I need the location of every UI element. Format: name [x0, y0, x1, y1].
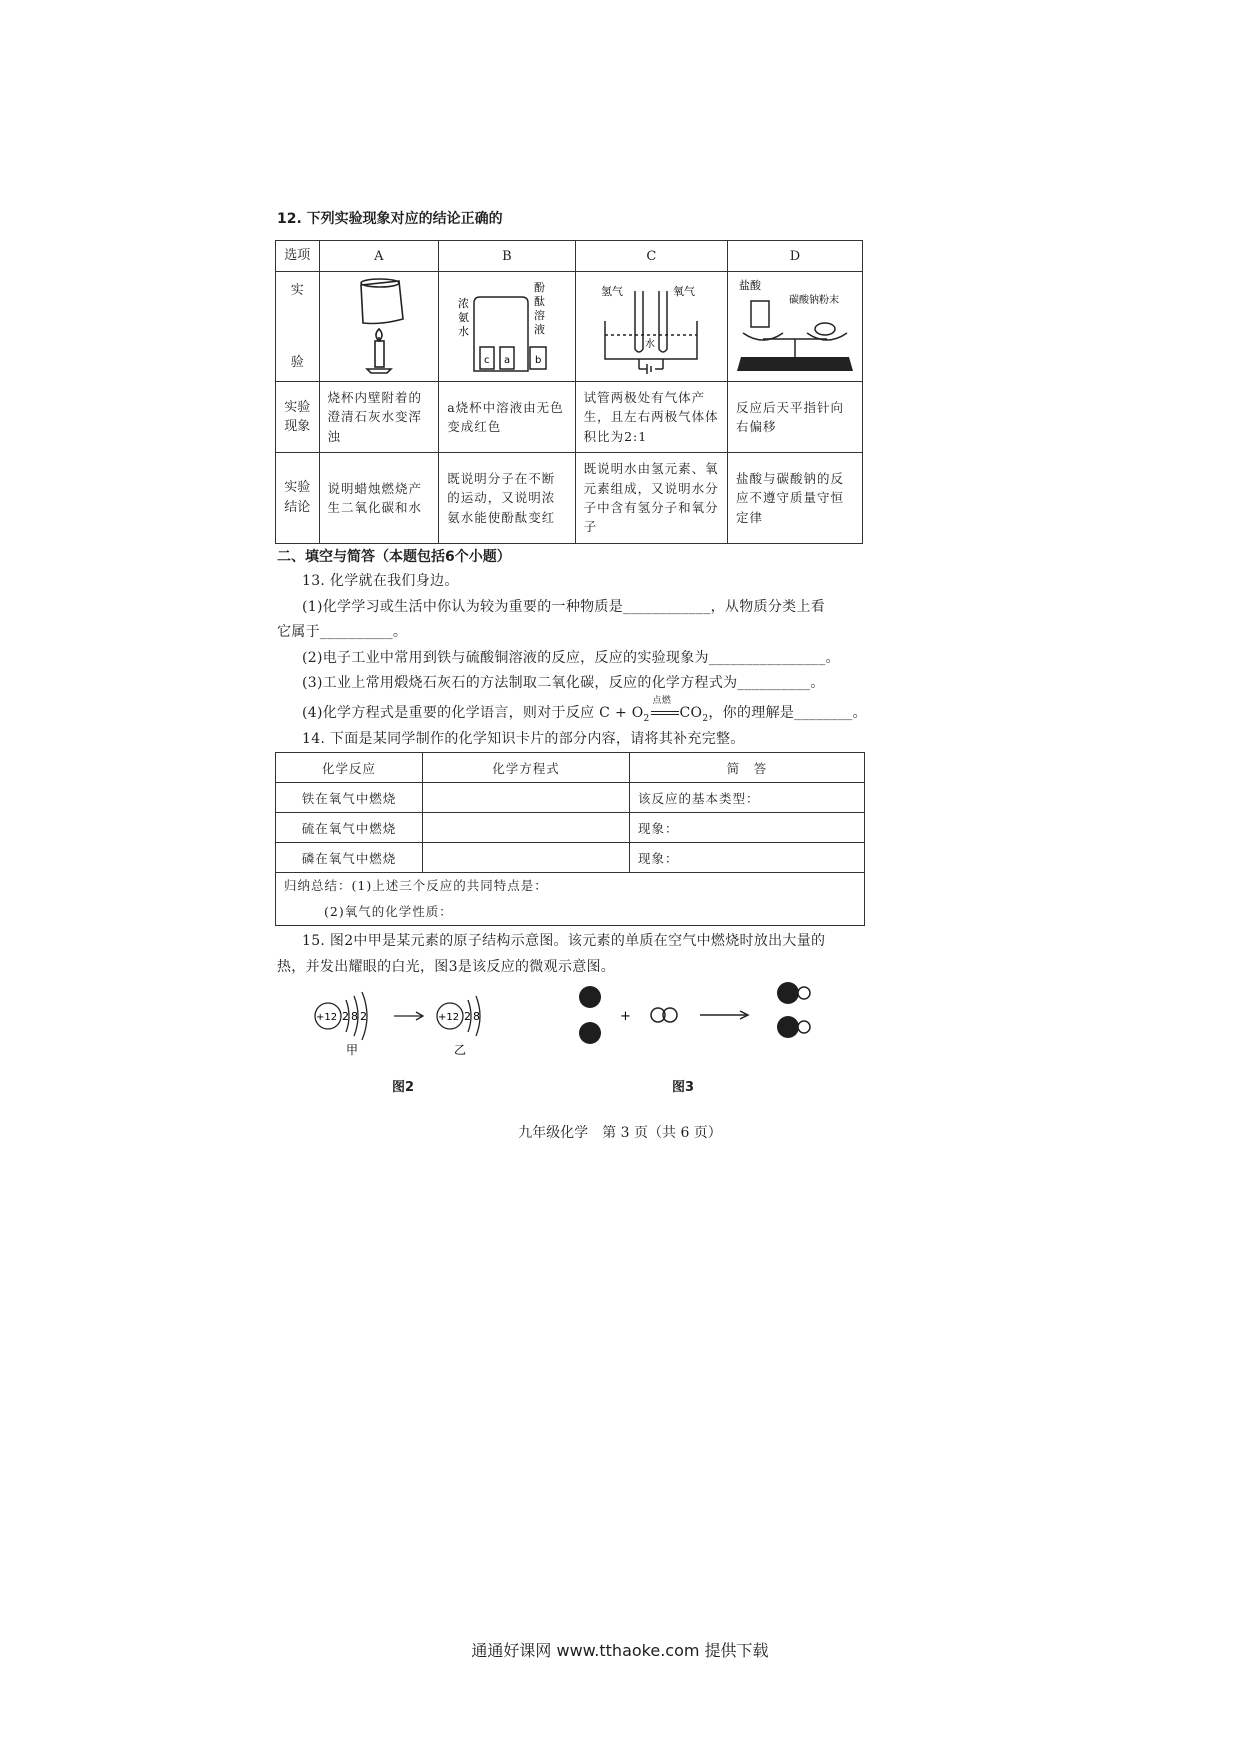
experiment-row-header — [276, 272, 320, 382]
hydrogen-label: 氢气 — [600, 285, 623, 298]
page-number: 九年级化学 第 3 页（共 6 页） — [518, 1125, 722, 1141]
question-13-part-3: (3)工业上常用煅烧石灰石的方法制取二氧化碳，反应的化学方程式为__________。 — [302, 675, 825, 691]
question-15-line-2: 热，并发出耀眼的白光，图3是该反应的微观示意图。 — [277, 959, 616, 975]
q14-answer-iron: 该反应的基本类型： — [630, 783, 865, 813]
question-13-title: 13. 化学就在我们身边。 — [302, 573, 459, 589]
magnesium-atom-1 — [579, 986, 601, 1008]
atom-a-shells: 282 — [342, 1010, 369, 1023]
question-13-part-4: (4)化学方程式是重要的化学语言，则对于反应 $C + O_2$ 点燃 $CO_2$，你的理解是________。 — [302, 702, 867, 724]
mgo-oxygen-2 — [798, 1021, 810, 1033]
conclusion-row-header: 实验结论 — [276, 453, 320, 544]
question-14-title: 14. 下面是某同学制作的化学知识卡片的部分内容，请将其补充完整。 — [302, 731, 745, 747]
figure-2-label: 图2 — [392, 1080, 415, 1095]
mgo-oxygen-1 — [798, 987, 810, 999]
question-13-part-1: (1)化学学习或生活中你认为较为重要的一种物质是____________，从物质分类上看 — [302, 599, 826, 615]
footer-watermark: 通通好课网 www.tthaoke.com 提供下载 — [471, 1641, 769, 1660]
col-a-header: A — [319, 241, 439, 272]
beaker-a-label: a — [504, 355, 511, 366]
option-header: 选项 — [276, 241, 320, 272]
experiment-a-figure — [319, 272, 439, 382]
phenol-label-1: 酚 — [534, 281, 546, 294]
q14-answer-sulfur: 现象： — [630, 813, 865, 843]
q14-equation-sulfur — [423, 813, 630, 843]
atom-a-label: 甲 — [346, 1043, 359, 1057]
phenomenon-b: a烧杯中溶液由无色变成红色 — [439, 382, 575, 453]
atom-b-label: 乙 — [454, 1043, 467, 1057]
q14-header-answer: 简 答 — [630, 753, 865, 783]
q14-equation-iron — [423, 783, 630, 813]
experiment-c-figure — [575, 272, 727, 382]
candle-beaker-diagram — [321, 273, 437, 377]
phenomenon-row-header: 实验现象 — [276, 382, 320, 453]
reaction-condition: 点燃 — [652, 696, 672, 706]
question-13-part-1-cont: 它属于__________。 — [277, 624, 408, 640]
water-label: 水 — [644, 339, 655, 350]
oxygen-label: 氧气 — [672, 285, 695, 298]
experiment-char-2: 验 — [290, 355, 304, 370]
q14-summary-2: (2)氧气的化学性质： — [324, 904, 453, 919]
phenol-label-3: 溶 — [534, 309, 546, 322]
phenomenon-d: 反应后天平指针向右偏移 — [728, 382, 863, 453]
question-14-table — [275, 752, 865, 926]
q14-answer-phosphorus: 现象： — [630, 843, 865, 873]
atom-b-nucleus: +12 — [438, 1012, 460, 1023]
conclusion-d: 盐酸与碳酸钠的反应不遵守质量守恒定律 — [728, 453, 863, 544]
balance-diagram — [729, 273, 861, 377]
question-12-title: 12. 下列实验现象对应的结论正确的 — [277, 211, 503, 227]
mgo-metal-2 — [777, 1016, 799, 1038]
conclusion-c: 既说明水由氢元素、氧元素组成，又说明水分子中含有氢分子和氧分子 — [575, 453, 727, 544]
figure-3-label: 图3 — [672, 1080, 695, 1095]
q14-reaction-iron: 铁在氧气中燃烧 — [276, 783, 423, 813]
phenol-label-2: 酞 — [534, 295, 546, 308]
ammonia-label-3: 水 — [458, 325, 470, 338]
beaker-c-label: c — [484, 355, 490, 366]
conclusion-a: 说明蜡烛燃烧产生二氧化碳和水 — [319, 453, 439, 544]
atom-b-shells: 28 — [464, 1010, 482, 1023]
ammonia-label-2: 氨 — [458, 311, 470, 324]
ammonia-phenolphthalein-diagram — [440, 273, 572, 377]
section-2-heading: 二、填空与简答（本题包括6个小题） — [277, 549, 511, 565]
beaker-b-label: b — [535, 355, 542, 366]
phenomenon-c: 试管两极处有气体产生，且左右两极气体体积比为2:1 — [575, 382, 727, 453]
water-electrolysis-diagram — [577, 273, 725, 377]
question-13-part-2: (2)电子工业中常用到铁与硫酸铜溶液的反应，反应的实验现象为________________。 — [302, 650, 840, 666]
experiment-b-figure — [439, 272, 575, 382]
figure-2-atomic-structure — [300, 990, 520, 1060]
q14-equation-phosphorus — [423, 843, 630, 873]
figure-3-micro-reaction — [560, 980, 820, 1060]
q14-reaction-sulfur: 硫在氧气中燃烧 — [276, 813, 423, 843]
phenomenon-a: 烧杯内壁附着的澄清石灰水变浑浊 — [319, 382, 439, 453]
q14-summary-1: 归纳总结：(1)上述三个反应的共同特点是： — [284, 878, 548, 893]
experiment-char-1: 实 — [290, 282, 304, 298]
q14-header-equation: 化学方程式 — [423, 753, 630, 783]
question-15-line-1: 15. 图2中甲是某元素的原子结构示意图。该元素的单质在空气中燃烧时放出大量的 — [302, 933, 826, 949]
col-c-header: C — [575, 241, 727, 272]
q14-header-reaction: 化学反应 — [276, 753, 423, 783]
q14-reaction-phosphorus: 磷在氧气中燃烧 — [276, 843, 423, 873]
ammonia-label-1: 浓 — [458, 297, 470, 310]
atom-a-nucleus: +12 — [316, 1012, 338, 1023]
plus-sign: + — [620, 1009, 631, 1024]
question-12-table — [275, 240, 863, 544]
hcl-label: 盐酸 — [739, 279, 761, 292]
magnesium-atom-2 — [579, 1022, 601, 1044]
phenol-label-4: 液 — [534, 323, 546, 336]
mgo-metal-1 — [777, 982, 799, 1004]
col-b-header: B — [439, 241, 575, 272]
col-d-header: D — [728, 241, 863, 272]
conclusion-b: 既说明分子在不断的运动，又说明浓氨水能使酚酞变红 — [439, 453, 575, 544]
q14-summary — [276, 873, 865, 926]
sodium-carbonate-label: 碳酸钠粉末 — [789, 295, 839, 306]
experiment-d-figure — [728, 272, 863, 382]
